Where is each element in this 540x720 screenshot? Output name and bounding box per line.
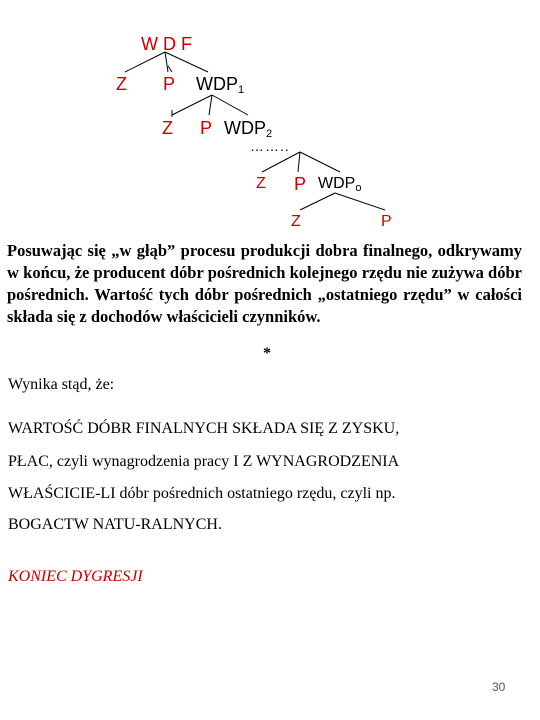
tree-l3-wdp: $WDP_o$ — [318, 175, 362, 194]
tree-l3-z: Z — [256, 175, 266, 192]
page-number: 30 — [492, 680, 506, 694]
conclusion-line-1: WARTOŚĆ DÓBR FINALNYCH SKŁADA SIĘ Z ZYSKU, — [8, 420, 400, 437]
tree-l3-p: P — [294, 174, 307, 194]
tree-l2-p: P — [200, 118, 213, 138]
separator-star: * — [263, 345, 271, 362]
tree-l2-z: Z — [162, 118, 173, 138]
conclusion-line-2: PŁAC, czyli wynagrodzenia pracy I Z WYNAGRODZENIA — [8, 453, 400, 470]
tree-l2-wdp: $WDP_2$ — [224, 118, 273, 140]
tree-ellipsis: …….. — [250, 138, 290, 154]
conclusion-intro: Wynika stąd, że: — [8, 376, 115, 393]
tree-l1-wdp: $WDP_1$ — [196, 74, 245, 96]
conclusion-line-4: BOGACTW NATU-RALNYCH. — [8, 516, 222, 533]
conclusion-line-3: WŁAŚCICIE-LI dóbr pośrednich ostatniego rzędu, czyli np. — [8, 485, 396, 502]
end-digression-label: KONIEC DYGRESJI — [8, 568, 143, 585]
tree-l4-z: Z — [291, 213, 301, 230]
tree-l1-z: Z — [116, 74, 127, 94]
tree-l1-p: P — [163, 74, 176, 94]
tree-root-label: W D F — [141, 34, 192, 54]
intro-paragraph: Posuwając się „w głąb” procesu produkcji dobra finalnego, odkrywamy w końcu, że producent dóbr pośrednich kolejnego rzędu nie zużywa dóbr pośrednich. Wartość tych dóbr pośrednich „ostatniego rzędu” w całości składa się z dochodów właścicieli czynników. — [7, 241, 522, 326]
tree-l4-p: P — [381, 213, 392, 230]
